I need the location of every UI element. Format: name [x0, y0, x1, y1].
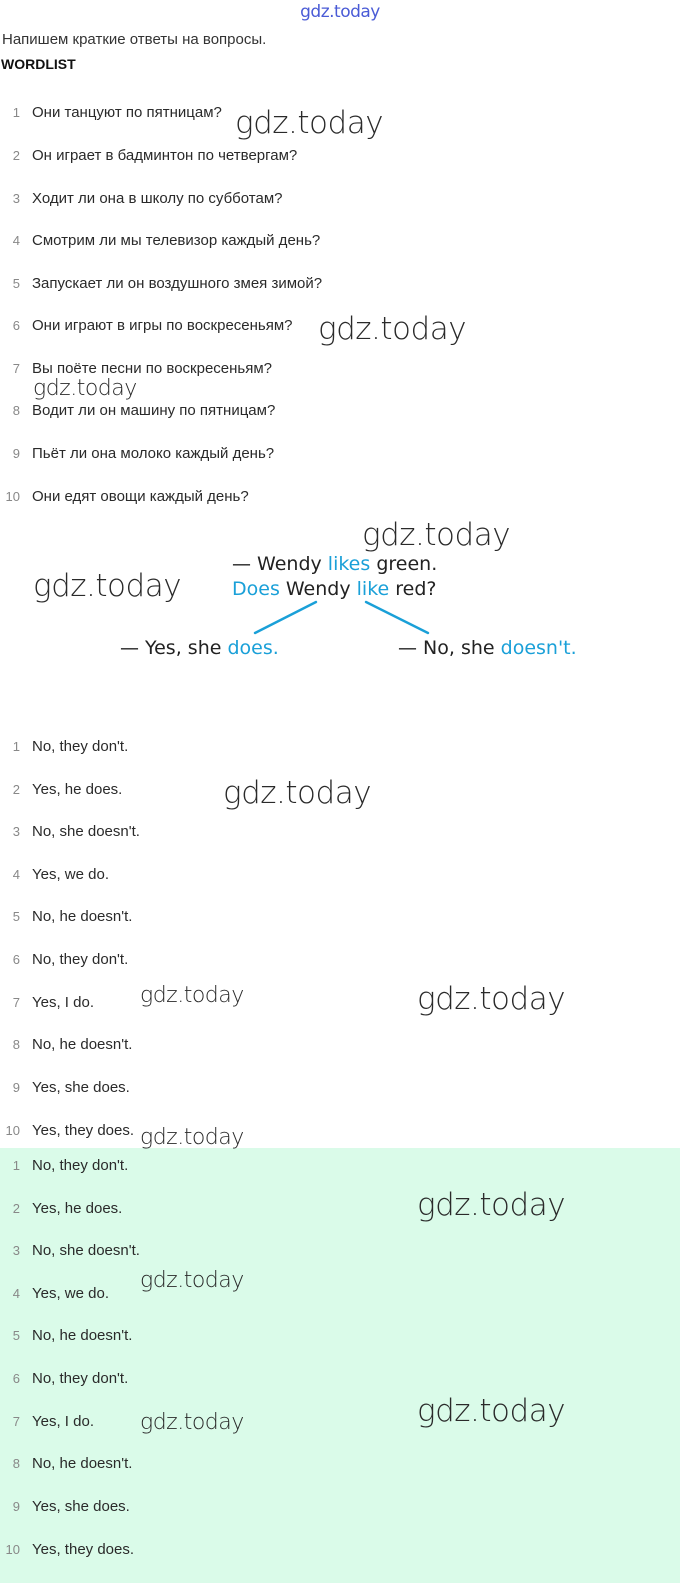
- highlighted-answer-item: [0, 1327, 132, 1349]
- watermark-text: gdz.today: [318, 311, 467, 347]
- answer-item: [0, 994, 94, 1016]
- answer-number: 7: [12, 1414, 20, 1429]
- answer-number: 10: [5, 1542, 20, 1557]
- highlighted-answer-item: [0, 1541, 134, 1563]
- watermark-text: gdz.today: [140, 1125, 244, 1150]
- answer-text: No, they don't.: [32, 738, 129, 755]
- answer-number: 3: [12, 824, 20, 839]
- answer-number: 9: [12, 1499, 20, 1514]
- answer-number: 6: [12, 1371, 20, 1386]
- question-item: [0, 190, 282, 212]
- watermark-text: gdz.today: [235, 105, 384, 141]
- watermark-text: gdz.today: [33, 376, 137, 401]
- question-number: 8: [12, 403, 20, 418]
- answer-item: [0, 1079, 130, 1101]
- answer-item: [0, 951, 128, 973]
- answer-text: No, he doesn't.: [32, 908, 133, 925]
- question-number: 5: [12, 276, 20, 291]
- question-text: Водит ли он машину по пятницам?: [32, 402, 276, 419]
- answer-number: 1: [12, 1158, 20, 1173]
- answer-text: Yes, they does.: [32, 1122, 135, 1139]
- wordlist-label[interactable]: WORDLIST: [1, 56, 76, 72]
- diagram-arrow-yes: [255, 602, 316, 633]
- answer-number: 5: [12, 909, 20, 924]
- diagram-statement: — Wendy likes green.: [232, 553, 438, 575]
- answer-text: No, they don't.: [32, 1370, 129, 1387]
- answer-number: 2: [12, 1201, 20, 1216]
- answer-text: No, he doesn't.: [32, 1455, 133, 1472]
- highlighted-answer-item: [0, 1157, 128, 1179]
- answer-text: Yes, he does.: [32, 1200, 123, 1217]
- answer-number: 7: [12, 995, 20, 1010]
- question-text: Он играет в бадминтон по четвергам?: [32, 147, 298, 164]
- answer-number: 4: [12, 1286, 20, 1301]
- watermark-text: gdz.today: [140, 1410, 244, 1435]
- site-title-link[interactable]: gdz.today: [300, 2, 380, 22]
- answer-text: Yes, we do.: [32, 866, 109, 883]
- diagram-yes-answer: — Yes, she does.: [120, 637, 279, 659]
- answer-number: 1: [12, 739, 20, 754]
- answer-item: [0, 823, 140, 845]
- question-text: Вы поёте песни по воскресеньям?: [32, 360, 273, 377]
- watermark-text: gdz.today: [223, 775, 372, 811]
- answer-text: No, he doesn't.: [32, 1327, 133, 1344]
- question-text: Пьёт ли она молоко каждый день?: [32, 445, 275, 462]
- answer-number: 2: [12, 782, 20, 797]
- question-text: Смотрим ли мы телевизор каждый день?: [32, 232, 321, 249]
- answer-item: [0, 1122, 134, 1144]
- question-item: [0, 488, 249, 510]
- question-text: Ходит ли она в школу по субботам?: [32, 190, 283, 207]
- question-item: [0, 104, 222, 126]
- answer-number: 3: [12, 1243, 20, 1258]
- answer-item: [0, 908, 132, 930]
- highlighted-answer-item: [0, 1285, 109, 1307]
- answer-text: Yes, she does.: [32, 1498, 130, 1515]
- watermark-text: gdz.today: [362, 517, 511, 553]
- answer-number: 8: [12, 1456, 20, 1471]
- highlighted-answer-item: [0, 1370, 128, 1392]
- question-number: 10: [5, 489, 20, 504]
- answer-text: No, he doesn't.: [32, 1036, 133, 1053]
- watermark-text: gdz.today: [417, 1187, 566, 1223]
- answer-text: Yes, he does.: [32, 781, 123, 798]
- answer-text: No, they don't.: [32, 1157, 129, 1174]
- question-number: 1: [12, 105, 20, 120]
- highlighted-answer-item: [0, 1498, 130, 1520]
- answer-text: Yes, she does.: [32, 1079, 130, 1096]
- answer-text: Yes, I do.: [32, 994, 94, 1011]
- answer-text: No, she doesn't.: [32, 1242, 140, 1259]
- answer-number: 10: [5, 1123, 20, 1138]
- question-text: Они танцуют по пятницам?: [32, 104, 222, 121]
- question-text: Они играют в игры по воскресеньям?: [32, 317, 293, 334]
- answer-text: Yes, I do.: [32, 1413, 94, 1430]
- answer-text: No, they don't.: [32, 951, 129, 968]
- answer-text: Yes, they does.: [32, 1541, 135, 1558]
- watermark-text: gdz.today: [33, 568, 182, 604]
- answer-number: 8: [12, 1037, 20, 1052]
- question-item: [0, 317, 293, 339]
- answer-item: [0, 1036, 132, 1058]
- diagram-arrow-no: [366, 602, 428, 633]
- watermark-text: gdz.today: [417, 981, 566, 1017]
- answer-text: Yes, we do.: [32, 1285, 109, 1302]
- answer-item: [0, 738, 128, 760]
- answer-number: 4: [12, 867, 20, 882]
- watermark-text: gdz.today: [417, 1393, 566, 1429]
- question-item: [0, 275, 322, 297]
- question-text: Они едят овощи каждый день?: [32, 488, 249, 505]
- question-item: [0, 402, 275, 424]
- question-number: 6: [12, 318, 20, 333]
- answer-item: [0, 866, 109, 888]
- highlighted-answer-item: [0, 1242, 140, 1264]
- question-number: 2: [12, 148, 20, 163]
- question-number: 7: [12, 361, 20, 376]
- answer-number: 5: [12, 1328, 20, 1343]
- diagram-no-answer: — No, she doesn't.: [398, 637, 577, 659]
- question-text: Запускает ли он воздушного змея зимой?: [32, 275, 323, 292]
- answer-text: No, she doesn't.: [32, 823, 140, 840]
- diagram-question: Does Wendy like red?: [232, 578, 437, 600]
- answer-number: 6: [12, 952, 20, 967]
- answer-item: [0, 781, 122, 803]
- highlighted-answer-item: [0, 1413, 94, 1435]
- highlighted-answer-item: [0, 1455, 132, 1477]
- question-number: 9: [12, 446, 20, 461]
- grammar-diagram: [110, 545, 590, 665]
- highlighted-answer-item: [0, 1200, 122, 1222]
- question-number: 4: [12, 233, 20, 248]
- watermark-text: gdz.today: [140, 1268, 244, 1293]
- answer-number: 9: [12, 1080, 20, 1095]
- question-item: [0, 232, 320, 254]
- question-item: [0, 445, 274, 467]
- question-number: 3: [12, 191, 20, 206]
- task-instruction: Напишем краткие ответы на вопросы.: [2, 31, 267, 48]
- question-item: [0, 147, 297, 169]
- watermark-text: gdz.today: [140, 983, 244, 1008]
